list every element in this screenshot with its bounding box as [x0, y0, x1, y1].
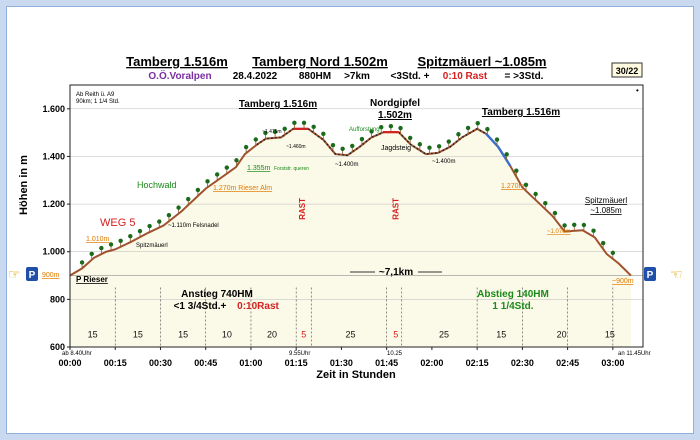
- time-0955-label: 9.55Uhr: [289, 351, 311, 357]
- rieser-alm-label: 1.270m Rieser Alm: [213, 185, 273, 192]
- tree-icon: [408, 136, 412, 140]
- descent-time: 1 1/4Std.: [492, 301, 534, 312]
- parking-left-text: P: [28, 270, 36, 281]
- tree-icon: [302, 121, 306, 125]
- elevation-gain-label: 880HM: [298, 71, 332, 82]
- segment-duration-label: 25: [438, 329, 449, 340]
- title-peak-2: Tamberg Nord 1.502m: [252, 54, 388, 69]
- segment-duration-label: 5: [393, 329, 399, 340]
- x-tick-label: 01:45: [375, 358, 399, 368]
- tree-icon: [147, 224, 151, 228]
- tree-icon: [562, 223, 566, 227]
- spitzmauerl-label-a: Spitzmäuerl: [584, 196, 628, 205]
- tree-icon: [205, 179, 209, 183]
- tree-icon: [582, 223, 586, 227]
- x-tick-label: 00:45: [194, 358, 218, 368]
- parking-right-text: P: [646, 270, 654, 281]
- tree-icon: [611, 251, 615, 255]
- tree-icon: [437, 144, 441, 148]
- y-tick-label: 1.200: [42, 199, 65, 210]
- segment-duration-label: 5: [301, 329, 307, 340]
- height-1010-label: 1.010m: [86, 236, 110, 243]
- tree-icon: [321, 132, 325, 136]
- tree-icon: [215, 172, 219, 176]
- tree-icon: [466, 126, 470, 130]
- x-tick-label: 03:00: [601, 358, 625, 368]
- x-tick-label: 00:00: [58, 358, 82, 368]
- descent-1070-label: ~1.070m: [547, 229, 571, 235]
- segment-duration-label: 15: [604, 329, 615, 340]
- tree-icon: [254, 137, 258, 141]
- tree-icon: [533, 192, 537, 196]
- tour-number-badge: 30/22: [615, 66, 639, 76]
- spitzmauerl-label-b: ~1.085m: [590, 206, 622, 215]
- tree-icon: [128, 234, 132, 238]
- x-tick-label: 01:30: [329, 358, 353, 368]
- hand-pointer-right-icon: ☜: [670, 266, 683, 282]
- walk-time-label: <3Std. +: [390, 71, 430, 82]
- segment-duration-label: 25: [345, 329, 356, 340]
- y-tick-label: 1.000: [42, 246, 65, 257]
- tree-icon: [196, 188, 200, 192]
- total-time-label: = >3Std.: [504, 71, 544, 82]
- hochwald-label: Hochwald: [137, 180, 177, 190]
- end-time-label: an 11.45Uhr: [618, 351, 651, 357]
- tree-icon: [418, 142, 422, 146]
- peak-1-label: Tamberg 1.516m: [238, 99, 318, 110]
- rest-label: RAST: [391, 197, 401, 220]
- tree-icon: [447, 139, 451, 143]
- tree-icon: [427, 146, 431, 150]
- tree-icon: [485, 127, 489, 131]
- parking-rieser-label: P Rieser: [76, 275, 108, 284]
- height-1475-label: ~1.475m: [262, 129, 282, 135]
- total-distance: ~7,1km: [378, 267, 414, 278]
- tree-icon: [80, 260, 84, 264]
- saddle-2-label: ~1.400m: [432, 159, 456, 165]
- x-axis-title: Zeit in Stunden: [316, 369, 396, 381]
- y-tick-label: 1.400: [42, 151, 65, 162]
- start-time-label: ab 8.40Uhr: [62, 351, 92, 357]
- ascent-summary: Anstieg 740HM: [181, 289, 253, 300]
- spitzmauerl-arrow-label: Spitzmäuerl: [136, 243, 168, 249]
- height-1460-label: ~1.460m: [286, 144, 306, 150]
- tree-icon: [495, 137, 499, 141]
- tree-icon: [118, 239, 122, 243]
- tree-icon: [176, 205, 180, 209]
- peak-2-label-b: 1.502m: [378, 110, 412, 121]
- x-tick-label: 02:00: [420, 358, 444, 368]
- corner-mark: •: [636, 86, 639, 95]
- x-tick-label: 01:00: [239, 358, 263, 368]
- rest-label: 0:10 Rast: [442, 71, 488, 82]
- tree-icon: [292, 121, 296, 125]
- x-tick-label: 02:30: [510, 358, 534, 368]
- tree-icon: [244, 145, 248, 149]
- x-tick-label: 00:30: [148, 358, 172, 368]
- tree-icon: [167, 213, 171, 217]
- tree-icon: [157, 219, 161, 223]
- weg-label: WEG 5: [100, 217, 136, 229]
- tree-icon: [456, 132, 460, 136]
- region-label: O.Ö.Voralpen: [148, 71, 212, 82]
- forststrasse-height: 1.355m: [247, 165, 271, 172]
- tree-icon: [514, 169, 518, 173]
- ascent-rest: 0:10Rast: [237, 301, 279, 312]
- segment-duration-label: 15: [496, 329, 507, 340]
- saddle-1-label: ~1.400m: [335, 162, 359, 168]
- peak-2-label-a: Nordgipfel: [370, 98, 420, 109]
- y-tick-label: 800: [49, 294, 65, 305]
- peak-3-label: Tamberg 1.516m: [481, 107, 561, 118]
- tree-icon: [90, 252, 94, 256]
- aufforstung-label: Aufforstung: [349, 127, 380, 133]
- tree-icon: [283, 127, 287, 131]
- tree-icon: [379, 125, 383, 129]
- travel-note-2: 90km; 1 1/4 Std.: [76, 99, 120, 105]
- tree-icon: [524, 183, 528, 187]
- tree-icon: [225, 165, 229, 169]
- tree-icon: [572, 223, 576, 227]
- jagdsteig-label: Jagdsteig: [381, 145, 411, 152]
- felsnadel-label: ~1.110m Felsnadel: [168, 223, 219, 229]
- segment-duration-label: 10: [221, 329, 232, 340]
- travel-note-1: Ab Reith ü. A9: [76, 92, 115, 98]
- tree-icon: [360, 137, 364, 141]
- x-tick-label: 02:45: [556, 358, 580, 368]
- hand-pointer-left-icon: ☞: [8, 266, 21, 282]
- x-tick-label: 01:15: [284, 358, 308, 368]
- ascent-time: <1 3/4Std.+: [173, 301, 227, 312]
- tree-icon: [389, 124, 393, 128]
- forststrasse-note: Forststr. queren: [274, 166, 310, 172]
- segment-duration-label: 20: [556, 329, 567, 340]
- descent-1270-label: 1.270m: [501, 183, 525, 190]
- title-peak-1: Tamberg 1.516m: [126, 54, 228, 69]
- y-tick-label: 600: [49, 342, 65, 352]
- tree-icon: [331, 143, 335, 147]
- segment-duration-label: 15: [178, 329, 189, 340]
- x-tick-label: 02:15: [465, 358, 489, 368]
- tree-icon: [553, 211, 557, 215]
- time-1025-label: 10.25: [387, 351, 403, 357]
- title-peak-3: Spitzmäuerl ~1.085m: [417, 54, 547, 69]
- tree-icon: [601, 241, 605, 245]
- tree-icon: [350, 144, 354, 148]
- tree-icon: [138, 229, 142, 233]
- tree-icon: [186, 197, 190, 201]
- end-900-label: ~900m: [612, 278, 634, 285]
- distance-label: >7km: [344, 71, 370, 82]
- y-axis-title: Höhen in m: [18, 155, 30, 215]
- tree-icon: [99, 246, 103, 250]
- segment-duration-label: 20: [267, 329, 278, 340]
- y-tick-label: 1.600: [42, 103, 65, 114]
- tree-icon: [340, 147, 344, 151]
- segment-duration-label: 15: [132, 329, 143, 340]
- tree-icon: [591, 229, 595, 233]
- rest-label: RAST: [298, 197, 308, 220]
- tree-icon: [234, 158, 238, 162]
- tree-icon: [476, 121, 480, 125]
- tree-icon: [109, 242, 113, 246]
- descent-summary: Abstieg 140HM: [477, 289, 549, 300]
- segment-duration-label: 15: [87, 329, 98, 340]
- start-height-label: 900m: [42, 272, 60, 279]
- tree-icon: [543, 201, 547, 205]
- tree-icon: [504, 152, 508, 156]
- tree-icon: [311, 125, 315, 129]
- date-label: 28.4.2022: [232, 71, 278, 82]
- tree-icon: [398, 126, 402, 130]
- x-tick-label: 00:15: [103, 358, 127, 368]
